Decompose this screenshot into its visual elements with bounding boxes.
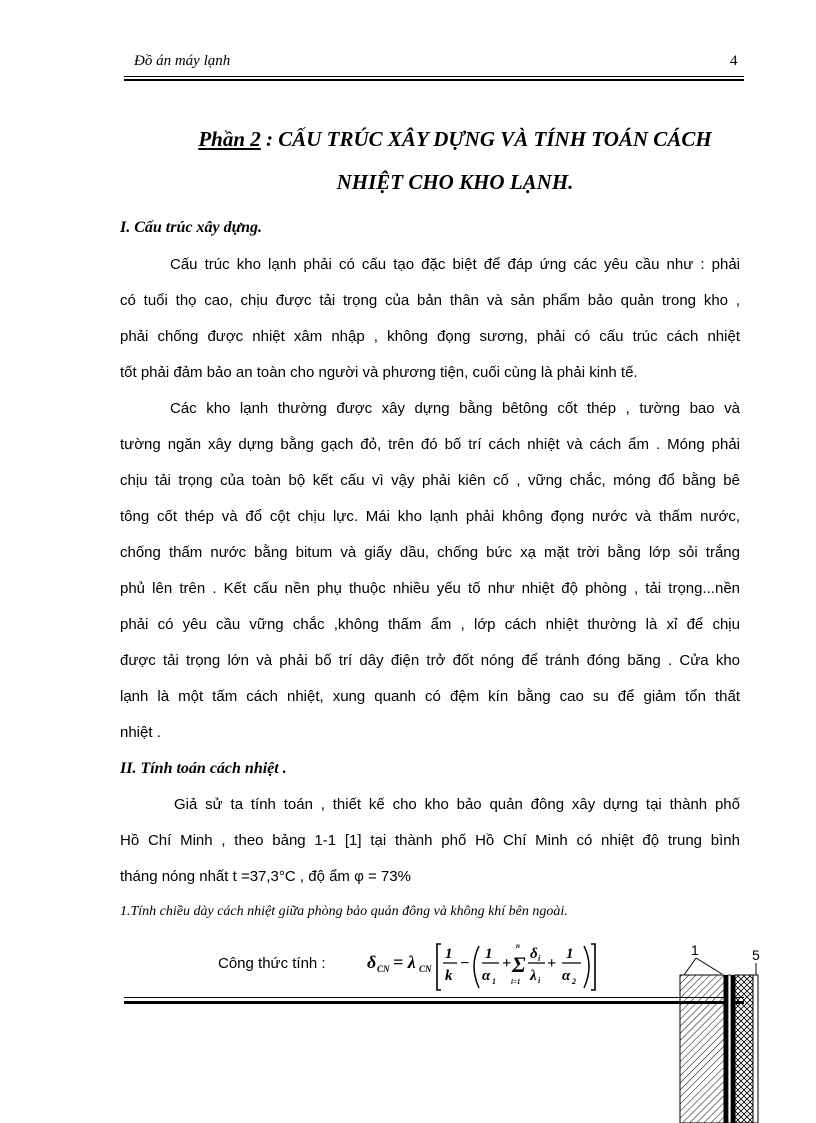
- paragraph-line: Các kho lạnh thường được xây dựng bằng bêtông cốt thép , tường bao và: [170, 400, 740, 417]
- formula-sum-bottom: i=1: [511, 978, 521, 986]
- right-paren: [584, 946, 589, 988]
- paragraph-line: có tuổi thọ cao, chịu được tải trọng của bản thân và sản phẩm bảo quản trong kho ,: [120, 292, 740, 309]
- leader-line: [696, 958, 722, 974]
- leader-line: [684, 958, 696, 975]
- header-rule: [124, 76, 744, 81]
- formula-alpha2-sub: 2: [572, 977, 576, 986]
- wall-layer-dark: [731, 975, 735, 1123]
- formula-one: 1: [445, 946, 453, 962]
- formula-one2: 1: [485, 946, 493, 962]
- formula-label: Công thức tính :: [218, 955, 326, 972]
- header-title: Đồ án máy lạnh: [134, 53, 231, 69]
- wall-layer-thin: [728, 975, 731, 1123]
- insulation-thickness-formula: [365, 932, 605, 992]
- formula-lambda: = λ: [393, 952, 416, 972]
- layer-label-5: 5: [752, 947, 760, 963]
- part-heading-rest: : CẤU TRÚC XÂY DỰNG VÀ TÍNH TOÁN CÁCH: [260, 127, 712, 151]
- subsection-title: 1.Tính chiều dày cách nhiệt giữa phòng bảo quản đông và không khí bên ngoài.: [120, 904, 568, 919]
- formula-alpha1: α: [482, 968, 491, 984]
- formula-one3: 1: [566, 946, 574, 962]
- formula-plus2: +: [547, 955, 557, 972]
- footer-rule-thick: [124, 1001, 744, 1004]
- paragraph-line: được tải trọng lớn và phải bố trí dây điện trở đốt nóng để tránh đóng băng . Cửa kho: [120, 652, 740, 669]
- formula-delta-i: δ: [530, 946, 538, 962]
- formula-delta-sub: CN: [377, 964, 390, 974]
- formula-lambda-i-sub: i: [538, 976, 541, 985]
- left-bracket: [437, 944, 441, 990]
- part-heading-line2: NHIỆT CHO KHO LẠNH.: [336, 170, 574, 194]
- paragraph-line: tháng nóng nhất t =37,3°C , độ ẩm φ = 73%: [120, 868, 411, 885]
- paragraph-line: tường ngăn xây dựng bằng gạch đỏ, trên đó bố trí cách nhiệt và cách ẩm . Móng phải: [120, 436, 740, 453]
- paragraph-line: phủ lên trên . Kết cấu nền phụ thuộc nhiều yếu tố như nhiệt độ phòng , tải trọng...nền: [120, 580, 740, 597]
- paragraph-line: lạnh là một tấm cách nhiệt, xung quanh có đệm kín bằng cao su để giảm tổn thất: [120, 688, 740, 705]
- formula-delta-i-sub: i: [538, 954, 541, 963]
- right-bracket: [591, 944, 595, 990]
- paragraph-line: tông cốt thép và đổ cột chịu lực. Mái kho lạnh phải không đọng nước và thấm nước,: [120, 508, 740, 525]
- formula-alpha1-sub: 1: [492, 977, 496, 986]
- paragraph-line: Hồ Chí Minh , theo bảng 1-1 [1] tại thành phố Hồ Chí Minh có nhiệt độ trung bình: [120, 832, 740, 849]
- footer-rule-thin: [124, 997, 744, 998]
- wall-layers-diagram: [660, 940, 780, 1123]
- wall-layer-insulation: [735, 975, 753, 1123]
- formula-sum-top: n: [516, 942, 520, 950]
- paragraph-line: phải có yêu cầu vững chắc ,không thấm ẩm , lớp cách nhiệt thường là xỉ để chịu: [120, 616, 740, 633]
- wall-layer-vapor-barrier: [724, 975, 728, 1123]
- part-heading-line1: [120, 127, 790, 152]
- paragraph-line: nhiệt .: [120, 724, 161, 741]
- paragraph-line: Cấu trúc kho lạnh phải có cấu tạo đặc biệt để đáp ứng các yêu cầu như : phải: [170, 256, 740, 273]
- formula-minus: −: [460, 955, 470, 972]
- wall-layer-plaster: [753, 975, 758, 1123]
- paragraph-line: tốt phải đảm bảo an toàn cho người và phương tiện, cuối cùng là phải kinh tế.: [120, 364, 638, 381]
- formula-k: k: [445, 968, 453, 984]
- formula-lambda-i: λ: [530, 968, 537, 984]
- part-label: Phần 2: [198, 127, 261, 151]
- paragraph-line: phải chống được nhiệt xâm nhập , không đọng sương, phải có cấu trúc cách nhiệt: [120, 328, 740, 345]
- layer-label-1: 1: [691, 942, 699, 958]
- paragraph-line: Giả sử ta tính toán , thiết kế cho kho bảo quản đông xây dựng tại thành phố: [174, 796, 740, 813]
- formula-plus: +: [502, 955, 512, 972]
- paragraph-line: chống thấm nước bằng bitum và giấy dầu, chống bức xạ mặt trời bằng lớp sỏi trắng: [120, 544, 740, 561]
- formula-delta: δ: [367, 952, 377, 972]
- formula-lambda-sub: CN: [419, 964, 432, 974]
- wall-layer-brick: [680, 975, 724, 1123]
- left-paren: [474, 946, 479, 988]
- page-number: 4: [730, 53, 738, 69]
- formula-alpha2: α: [562, 968, 571, 984]
- paragraph-line: chịu tải trọng của toàn bộ kết cấu vì vậy phải kiên cố , vững chắc, móng đổ bằng bê: [120, 472, 740, 489]
- section1-title: I. Cấu trúc xây dựng.: [120, 219, 263, 236]
- section2-title: II. Tính toán cách nhiệt .: [120, 760, 287, 777]
- formula-sigma: Σ: [512, 952, 526, 977]
